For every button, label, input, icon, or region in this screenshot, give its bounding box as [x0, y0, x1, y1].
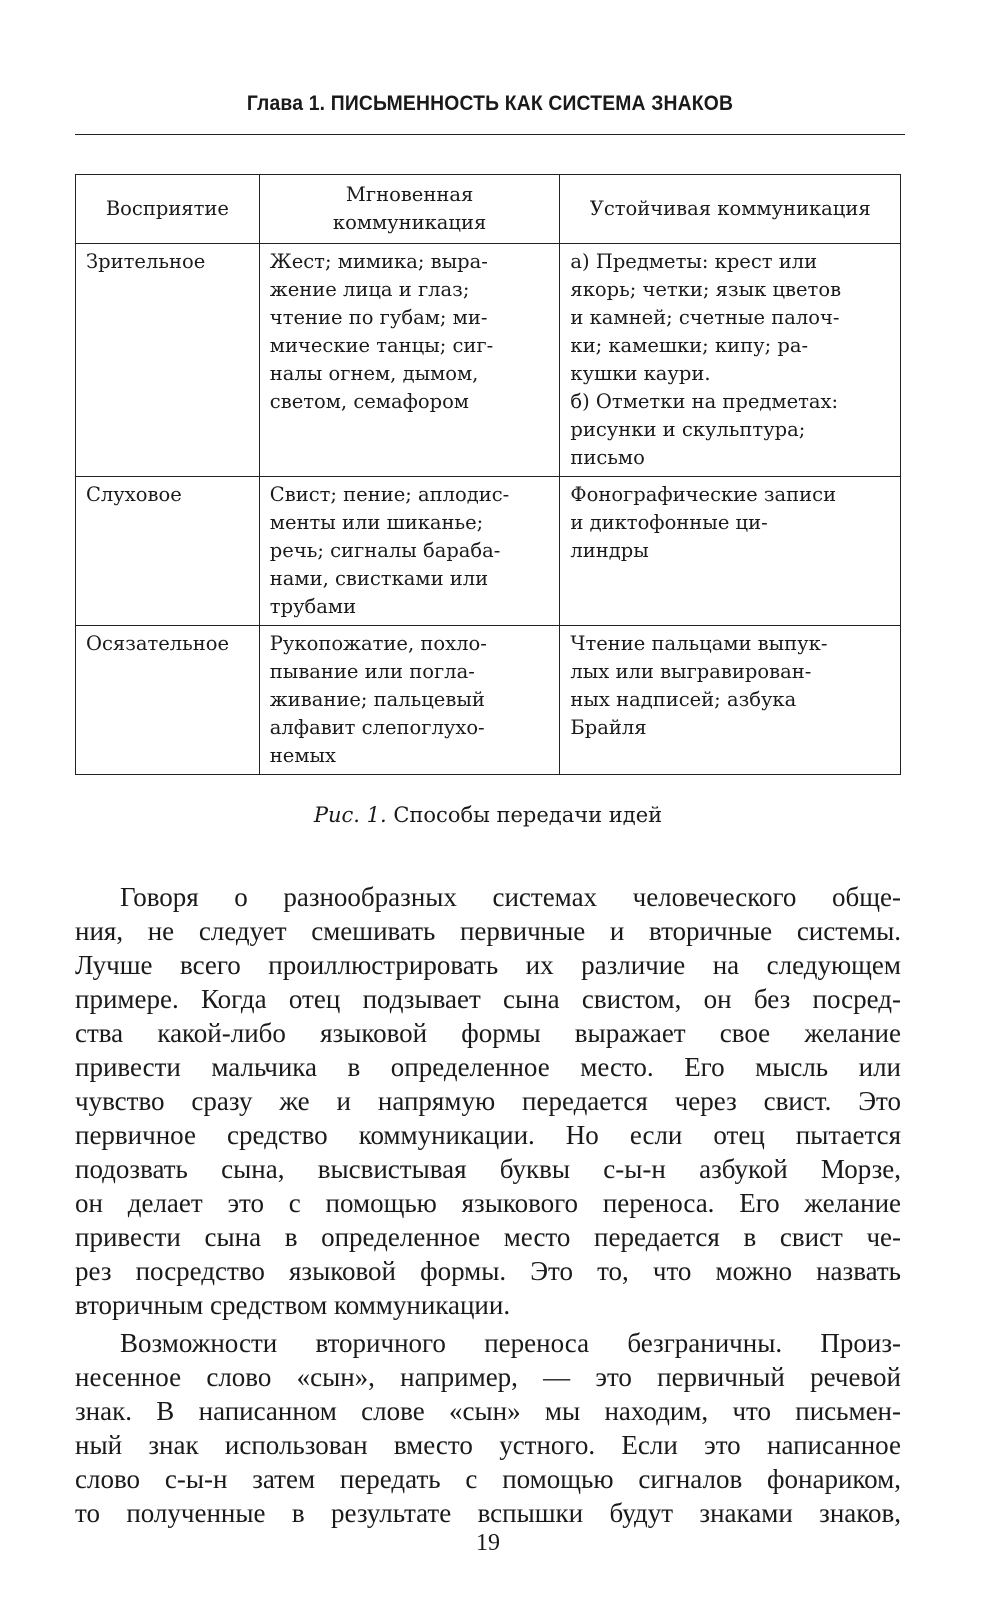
paragraph — [75, 880, 901, 1322]
header-rule — [75, 134, 905, 135]
cell-perception: Осязательное — [76, 626, 260, 775]
text-line: Возможности вторичного переноса безграничны. Произ- — [120, 1328, 901, 1358]
text-line: слово с-ы-н затем передать с помощью сигналов фонариком, — [75, 1464, 901, 1494]
cell-instant: Рукопожатие, похло- пывание или погла- живание; пальцевый алфавит слепоглухо- немых — [259, 626, 560, 775]
cell-lasting: Фонографические записи и диктофонные ци- линдры — [560, 477, 901, 626]
header-lasting-communication: Устойчивая коммуникация — [560, 175, 901, 244]
body-text — [75, 880, 901, 1530]
text-line: то полученные в результате вспышки будут знаками знаков, — [75, 1498, 901, 1528]
text-line: ния, не следует смешивать первичные и вторичные системы. — [75, 916, 901, 946]
header-instant-communication: Мгновенная коммуникация — [259, 175, 560, 244]
figure-caption — [75, 803, 901, 827]
cell-lasting: Чтение пальцами выпук- лых или выгравирован- ных надписей; азбука Брайля — [560, 626, 901, 775]
text-line: знак. В написанном слове «сын» мы находим, что письмен- — [75, 1396, 901, 1426]
text-line: привести мальчика в определенное место. Его мысль или — [75, 1052, 901, 1082]
table-row — [76, 477, 901, 626]
text-line: примере. Когда отец подзывает сына свистом, он без посред- — [75, 984, 901, 1014]
text-line: рез посредство языковой формы. Это то, что можно назвать — [75, 1256, 901, 1286]
text-line: ства какой-либо языковой формы выражает свое желание — [75, 1018, 901, 1048]
table-row — [76, 244, 901, 477]
text-line: первичное средство коммуникации. Но если отец пытается — [75, 1120, 901, 1150]
cell-instant: Жест; мимика; выра- жение лица и глаз; чтение по губам; ми- мические танцы; сиг- налы огнем, дымом, светом, семафором — [259, 244, 560, 477]
table-row — [76, 626, 901, 775]
cell-instant: Свист; пение; аплодис- менты или шиканье; речь; сигналы бараба- нами, свистками или трубами — [259, 477, 560, 626]
text-line: несенное слово «сын», например, — это первичный речевой — [75, 1362, 901, 1392]
text-line: чувство сразу же и напрямую передается через свист. Это — [75, 1086, 901, 1116]
text-line: ный знак использован вместо устного. Если это написанное — [75, 1430, 901, 1460]
text-line: подозвать сына, высвистывая буквы с-ы-н азбукой Морзе, — [75, 1154, 901, 1184]
text-line: он делает это с помощью языкового переноса. Его желание — [75, 1188, 901, 1218]
paragraph — [75, 1326, 901, 1530]
caption-text: Способы передачи идей — [393, 803, 663, 827]
caption-label: Рис. 1. — [313, 803, 387, 827]
text-line: привести сына в определенное место передается в свист че- — [75, 1222, 901, 1252]
table-header-row — [76, 175, 901, 244]
running-head: Глава 1. ПИСЬМЕННОСТЬ КАК СИСТЕМА ЗНАКОВ — [246, 92, 734, 115]
cell-perception: Зрительное — [76, 244, 260, 477]
text-line: Лучше всего проиллюстрировать их различие на следующем — [75, 950, 901, 980]
cell-lasting: а) Предметы: крест или якорь; четки; язык цветов и камней; счетные палоч- ки; камешки; кипу; ра- кушки каури. б) Отметки на предметах: рисунки и скульптура; письмо — [560, 244, 901, 477]
communication-methods-table — [75, 174, 901, 775]
text-line: Говоря о разнообразных системах человеческого обще- — [120, 882, 901, 912]
header-perception: Восприятие — [76, 175, 260, 244]
text-line: вторичным средством коммуникации. — [75, 1290, 511, 1320]
page-number: 19 — [476, 1530, 500, 1556]
cell-perception: Слуховое — [76, 477, 260, 626]
